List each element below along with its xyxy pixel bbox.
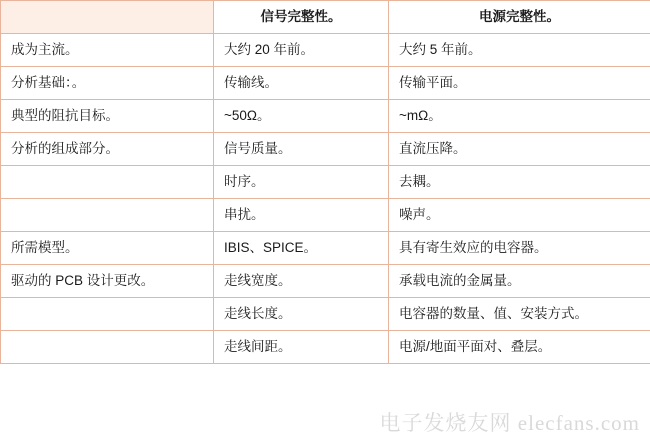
row-label-cell [1, 331, 214, 364]
table-row [1, 67, 650, 100]
table-body [1, 1, 650, 364]
power-integrity-cell [389, 331, 650, 364]
table-row [1, 34, 650, 67]
cell-text: 分析基础：。 [11, 75, 86, 91]
signal-integrity-cell [214, 166, 389, 199]
table-row [1, 133, 650, 166]
power-integrity-cell [389, 298, 650, 331]
signal-integrity-cell [214, 199, 389, 232]
power-integrity-cell [389, 166, 650, 199]
row-label-cell [1, 34, 214, 67]
header-cell-signal-integrity: 信号完整性。 [214, 1, 389, 34]
signal-integrity-cell [214, 100, 389, 133]
cell-text: 去耦。 [399, 174, 440, 190]
power-integrity-cell [389, 232, 650, 265]
table-row [1, 199, 650, 232]
table-row [1, 166, 650, 199]
signal-integrity-cell [214, 298, 389, 331]
cell-text: 信号质量。 [224, 141, 292, 157]
table-row [1, 265, 650, 298]
table-row [1, 331, 650, 364]
power-integrity-cell [389, 199, 650, 232]
cell-text: 传输线。 [224, 75, 278, 91]
signal-integrity-cell [214, 34, 389, 67]
cell-text: 走线间距。 [224, 339, 292, 355]
cell-text: 时序。 [224, 174, 265, 190]
cell-text: 分析的组成部分。 [11, 141, 119, 157]
cell-text: 电源/地面平面对、叠层。 [399, 339, 552, 355]
cell-text: 具有寄生效应的电容器。 [399, 240, 548, 256]
power-integrity-cell [389, 67, 650, 100]
table-row [1, 100, 650, 133]
cell-text: 所需模型。 [11, 240, 79, 256]
signal-integrity-cell [214, 67, 389, 100]
row-label-cell [1, 100, 214, 133]
table-row [1, 298, 650, 331]
cell-text: 走线长度。 [224, 306, 292, 322]
cell-text: ~50Ω。 [224, 108, 271, 124]
signal-integrity-cell [214, 232, 389, 265]
header-cell-power-integrity: 电源完整性。 [389, 1, 650, 34]
header-cell-blank [1, 1, 214, 34]
row-label-cell [1, 67, 214, 100]
cell-text: 走线宽度。 [224, 273, 292, 289]
cell-text: ~mΩ。 [399, 108, 442, 124]
row-label-cell [1, 232, 214, 265]
signal-integrity-cell [214, 265, 389, 298]
cell-text: 电容器的数量、值、安装方式。 [399, 306, 588, 322]
table-row [1, 232, 650, 265]
cell-text: 直流压降。 [399, 141, 467, 157]
signal-integrity-cell [214, 331, 389, 364]
row-label-cell [1, 265, 214, 298]
cell-text: 串扰。 [224, 207, 265, 223]
cell-text: 噪声。 [399, 207, 440, 223]
cell-text: 成为主流。 [11, 42, 79, 58]
cell-text: 承载电流的金属量。 [399, 273, 521, 289]
cell-text: IBIS、SPICE。 [224, 240, 318, 256]
power-integrity-cell [389, 133, 650, 166]
cell-text: 大约 20 年前。 [224, 42, 315, 58]
cell-text: 典型的阻抗目标。 [11, 108, 119, 124]
watermark: 电子发烧友网 elecfans.com [379, 411, 640, 435]
cell-text: 传输平面。 [399, 75, 467, 91]
cell-text: 大约 5 年前。 [399, 42, 482, 58]
power-integrity-cell [389, 100, 650, 133]
power-integrity-cell [389, 265, 650, 298]
table-header-row [1, 1, 650, 34]
cell-text: 驱动的 PCB 设计更改。 [11, 273, 155, 289]
row-label-cell [1, 199, 214, 232]
power-integrity-cell [389, 34, 650, 67]
signal-integrity-cell [214, 133, 389, 166]
row-label-cell [1, 133, 214, 166]
row-label-cell [1, 166, 214, 199]
row-label-cell [1, 298, 214, 331]
